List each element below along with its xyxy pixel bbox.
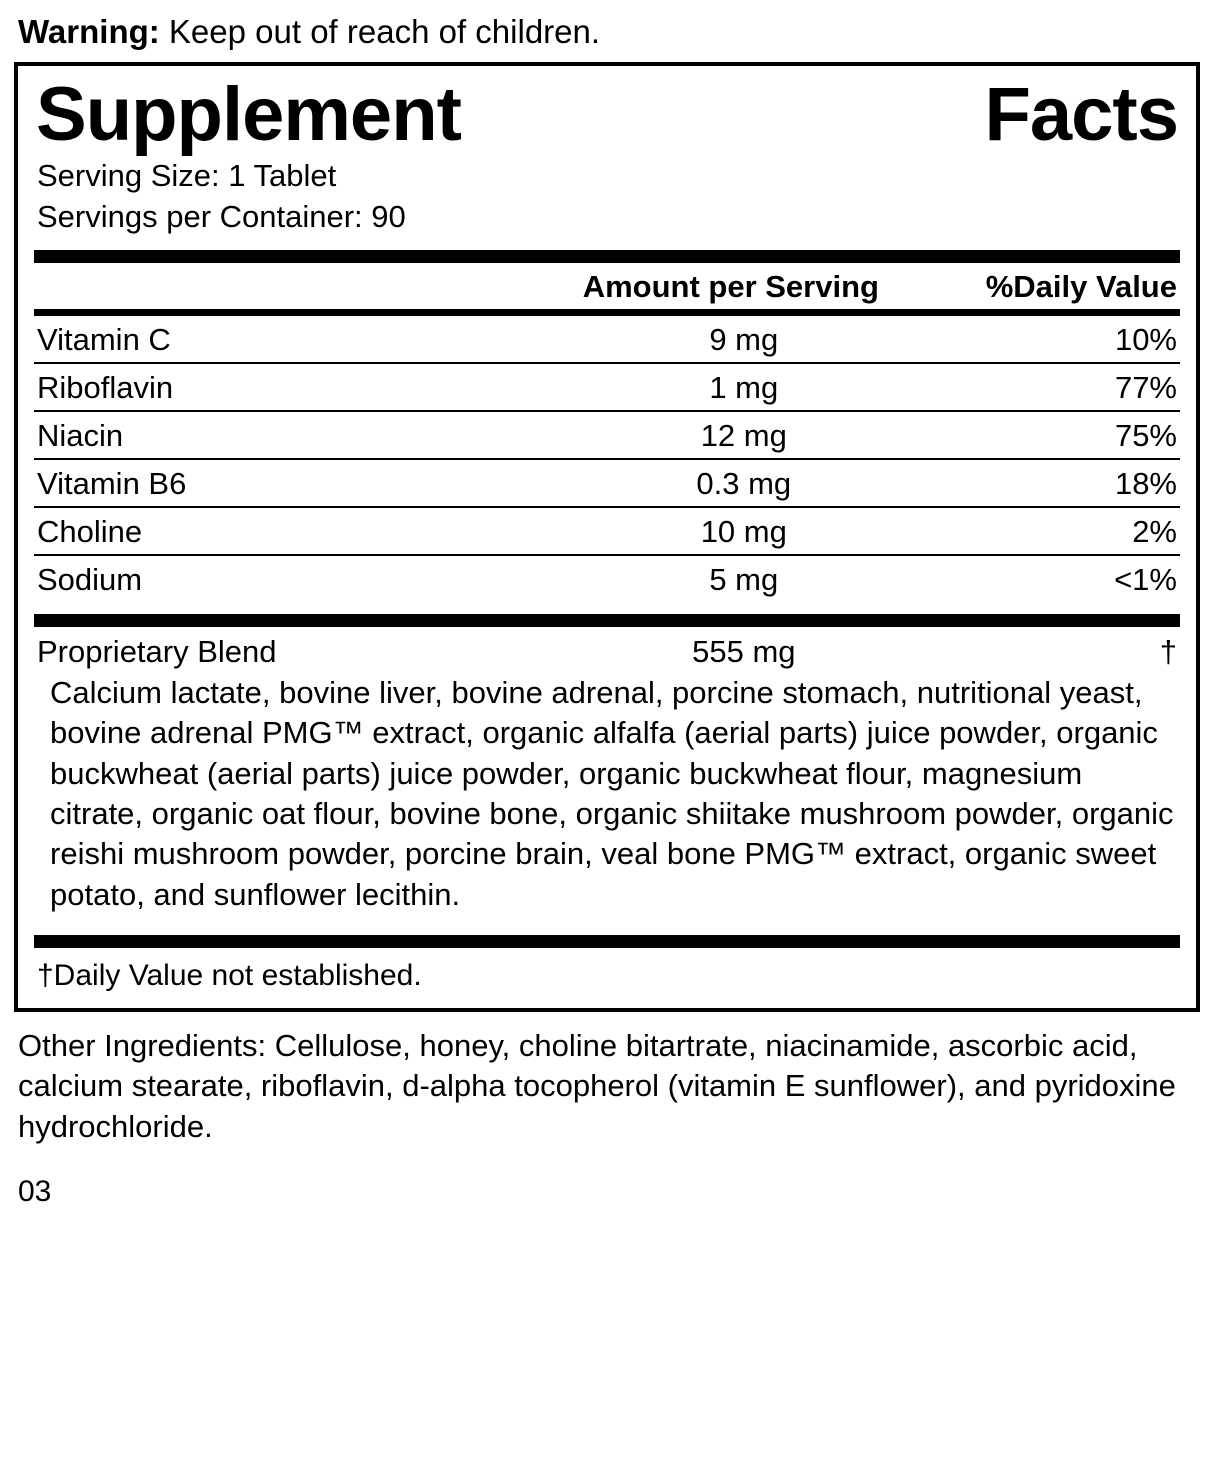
nutrient-amount: 0.3 mg [573, 459, 915, 507]
panel-title [34, 72, 1180, 156]
table-row [34, 507, 1180, 555]
nutrient-amount: 1 mg [573, 363, 915, 411]
table-header-row [34, 263, 1180, 309]
nutrient-dv: 10% [915, 316, 1180, 363]
proprietary-blend-row [34, 627, 1180, 671]
rule-under-header [34, 309, 1180, 316]
table-row [34, 411, 1180, 459]
footer-code: 03 [18, 1174, 52, 1208]
header-daily-value: %Daily Value [985, 269, 1177, 305]
daily-value-note: †Daily Value not established. [37, 958, 422, 992]
nutrient-amount: 10 mg [573, 507, 915, 555]
blend-amount: 555 mg [692, 634, 796, 670]
blend-ingredients: Calcium lactate, bovine liver, bovine adrenal, porcine stomach, nutritional yeast, bovine adrenal PMG™ extract, organic alfalfa (aerial parts) juice powder, organic buckwheat (aerial parts) juice powder, organic buckwheat flour, magnesium citrate, organic oat flour, bovine bone, organic shiitake mushroom powder, organic reishi mushroom powder, porcine brain, veal bone PMG™ extract, organic sweet potato, and sunflower lecithin. [50, 675, 1174, 912]
rule-below-blend [34, 935, 1180, 948]
warning-label: Warning: [18, 13, 160, 50]
nutrition-table [34, 263, 1180, 309]
warning-text: Keep out of reach of children. [168, 13, 601, 50]
blend-name: Proprietary Blend [37, 634, 277, 670]
rule-above-blend [34, 614, 1180, 627]
nutrient-name: Niacin [34, 411, 573, 459]
panel-title-left: Supplement [36, 72, 461, 158]
nutrient-name: Vitamin C [34, 316, 573, 363]
nutrient-name: Vitamin B6 [34, 459, 573, 507]
table-row [34, 316, 1180, 363]
supplement-facts-panel [14, 62, 1200, 1012]
rule-top [34, 250, 1180, 263]
table-row [34, 363, 1180, 411]
header-name [34, 263, 552, 309]
nutrient-name: Riboflavin [34, 363, 573, 411]
servings-per-container: Servings per Container: 90 [37, 199, 406, 235]
other-ingredients: Other Ingredients: Cellulose, honey, choline bitartrate, niacinamide, ascorbic acid, calcium stearate, riboflavin, d-alpha tocopherol (vitamin E sunflower), and pyridoxine hydrochloride. [18, 1027, 1176, 1144]
warning-line [14, 0, 1200, 62]
nutrient-amount: 9 mg [573, 316, 915, 363]
serving-size: Serving Size: 1 Tablet [37, 158, 337, 194]
table-row [34, 555, 1180, 602]
nutrient-dv: 75% [915, 411, 1180, 459]
nutrient-dv: 2% [915, 507, 1180, 555]
nutrient-amount: 5 mg [709, 562, 779, 598]
nutrient-name: Choline [34, 507, 573, 555]
nutrient-dv: <1% [1114, 562, 1177, 598]
panel-title-right: Facts [984, 72, 1178, 158]
nutrient-rows [34, 316, 1180, 602]
nutrient-name: Sodium [37, 562, 143, 598]
header-amount: Amount per Serving [582, 269, 879, 305]
table-row [34, 459, 1180, 507]
nutrient-dv: 18% [915, 459, 1180, 507]
blend-dv: † [1159, 634, 1177, 670]
nutrient-dv: 77% [915, 363, 1180, 411]
nutrient-amount: 12 mg [573, 411, 915, 459]
